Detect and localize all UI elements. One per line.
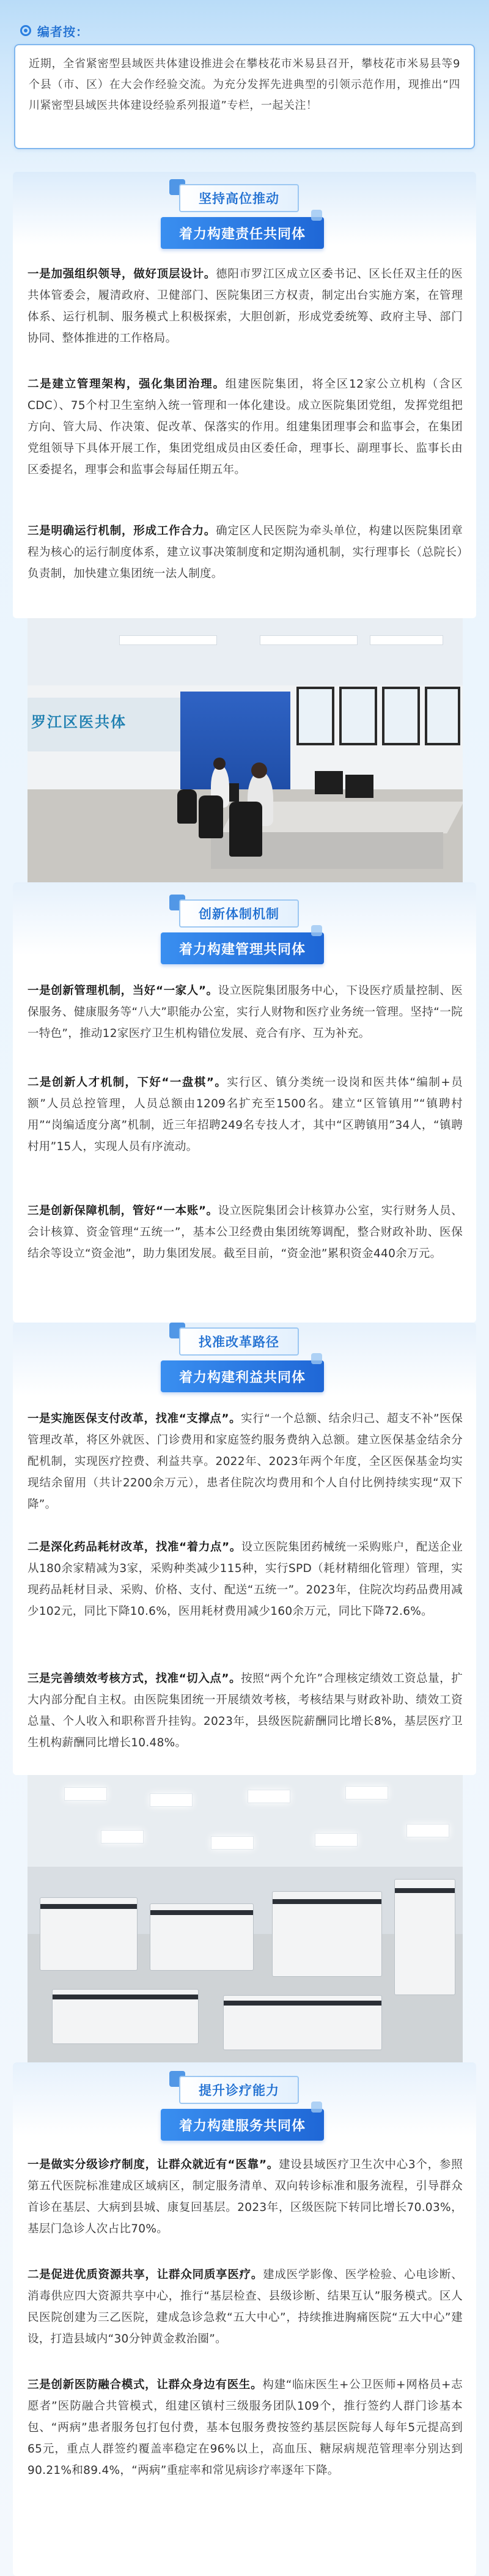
paragraph-body: 设立医院集团会计核算办公室，实行财务人员、会计核算、资金管理“五统一”，基本公卫经费由集团统筹调配，整合财政补助、医保结余等设立“资金池”，助力集团发展。截至目前，“资金池”累积资金440余万元。 xyxy=(28,1205,463,1260)
paragraph-body: 按照“两个允许”合理核定绩效工资总量，扩大内部分配自主权。由医院集团统一开展绩效考核，考核结果与财政补助、绩效工资总量、个人收入和职称晋升挂钩。2023年，县级医院薪酬同比增长8%，基层医疗卫生机构薪酬同比增长10.48%。 xyxy=(28,1672,463,1749)
photo-laboratory xyxy=(28,1775,463,2062)
paragraph xyxy=(28,1408,463,1515)
paragraph-body: 设立医院集团服务中心，下设医疗质量控制、医保服务、健康服务等“八大”职能办公室，实行人财物和医疗业务统一管理。坚持“一院一特色”，推动12家医疗卫生机构错位发展、竞合有序、互为补充。 xyxy=(28,984,463,1040)
section-title-line2: 着力构建服务共同体 xyxy=(161,2109,324,2141)
paragraph-body: 实行区、镇分类统一设岗和医共体“编制+员额”人员总控管理，人员总额由1209名扩充至1500名。建立“区管镇用”“镇聘村用”“岗编适度分离”机制，近三年招聘249名专技人才，其中“区聘镇用”34人，“镇聘村用”15人，实现人员有序流动。 xyxy=(28,1076,463,1153)
paragraph xyxy=(28,2264,463,2350)
photo-sign-text: 罗江区医共体 xyxy=(31,714,127,731)
section-responsibility xyxy=(13,172,476,618)
section-title-ribbon xyxy=(13,1327,476,1398)
editor-note xyxy=(0,0,489,160)
paragraph-lead: 三是明确运行机制，形成工作合力。 xyxy=(28,525,216,537)
paragraph-lead: 三是完善绩效考核方式，找准“切入点”。 xyxy=(28,1672,241,1685)
paragraph-body: 确定区人民医院为牵头单位，构建以医院集团章程为核心的运行制度体系，建立议事决策制度和定期沟通机制，实行理事长（总院长）负责制，加快建立集团统一法人制度。 xyxy=(28,525,463,580)
paragraph-body: 设立医院集团药械统一采购账户，配送企业从180余家精减为3家，采购种类减少115种，实行SPD（耗材精细化管理）管理，实现药品耗材目录、采购、价格、支付、配送“五统一”。2023年，住院次均药品费用减少102元，同比下降10.6%，医用耗材费用减少160余万元，同比下降72.6%。 xyxy=(28,1541,463,1618)
paragraph-lead: 一是做实分级诊疗制度，让群众就近有“医靠”。 xyxy=(28,2158,279,2171)
paragraph-lead: 三是创新保障机制，管好“一本账”。 xyxy=(28,1205,218,1217)
ribbon-accent-icon xyxy=(311,2102,322,2113)
section-service xyxy=(13,2062,476,2576)
section-title-line2: 着力构建责任共同体 xyxy=(161,217,324,249)
photo-command-center xyxy=(28,618,463,882)
section-title-ribbon xyxy=(13,184,476,255)
section-title-ribbon xyxy=(13,2076,476,2147)
paragraph xyxy=(28,374,463,481)
editor-note-header xyxy=(20,20,89,42)
paragraph xyxy=(28,1537,463,1622)
paragraph-body: 实行“一个总额、结余归己、超支不补”医保管理改革，将区外就医、门诊费用和家庭签约服务费纳入总额。建立医保基金结余分配机制，实现医疗控费、利益共享。2022年、2023年两个年度，全区医保基金均实现结余留用（共计2200余万元），患者住院次均费用和个人自付比例持续实现“双下降”。 xyxy=(28,1412,463,1511)
paragraph xyxy=(28,1072,463,1157)
paragraph-lead: 一是实施医保支付改革，找准“支撑点”。 xyxy=(28,1412,241,1425)
section-title-line1: 创新体制机制 xyxy=(179,899,299,928)
section-title-line1: 找准改革路径 xyxy=(179,1327,299,1356)
section-title-ribbon xyxy=(13,899,476,970)
paragraph xyxy=(28,264,463,349)
paragraph-body: 建成医学影像、医学检验、心电诊断、消毒供应四大资源共享中心，推行“基层检查、县级诊断、结果互认”服务模式。区人民医院创建为三乙医院，建成急诊急救“五大中心”，持续推进胸痛医院“五大中心”建设，打造县域内“30分钟黄金救治圈”。 xyxy=(28,2268,463,2345)
photo-sign xyxy=(28,698,186,751)
paragraph xyxy=(28,980,463,1044)
section-title-line2: 着力构建管理共同体 xyxy=(161,932,324,964)
paragraph xyxy=(28,2374,463,2481)
editor-note-box xyxy=(14,44,475,149)
paragraph xyxy=(28,2154,463,2240)
section-title-line1: 坚持高位推动 xyxy=(179,184,299,212)
paragraph-lead: 一是加强组织领导，做好顶层设计。 xyxy=(28,268,216,281)
section-management xyxy=(13,882,476,1323)
paragraph-lead: 二是创新人才机制，下好“一盘棋”。 xyxy=(28,1076,227,1089)
ribbon-accent-icon xyxy=(311,925,322,936)
paragraph-lead: 三是创新医防融合模式，让群众身边有医生。 xyxy=(28,2379,263,2391)
paragraph-lead: 二是深化药品耗材改革，找准“着力点”。 xyxy=(28,1541,241,1554)
editor-note-label: 编者按： xyxy=(37,24,89,39)
section-title-line1: 提升诊疗能力 xyxy=(179,2076,299,2104)
section-interest xyxy=(13,1323,476,1775)
ribbon-accent-icon xyxy=(311,1353,322,1364)
paragraph-lead: 一是创新管理机制，当好“一家人”。 xyxy=(28,984,218,997)
paragraph-body: 构建“临床医生+公卫医师+网格员+志愿者”医防融合共管模式，组建区镇村三级服务团队109个，推行签约人群门诊基本包、“两病”患者服务包打包付费，基本包服务费按签约基层医院每人每年5元提高到65元，重点人群签约覆盖率稳定在96%以上，高血压、糖尿病规范管理率分别达到90.21%和89.4%，“两病”重症率和常见病诊疗率逐年下降。 xyxy=(28,2379,463,2477)
ribbon-accent-icon xyxy=(311,210,322,221)
editor-note-text: 近期，全省紧密型县域医共体建设推进会在攀枝花市米易县召开，攀枝花市米易县等9个县（市、区）在大会作经验交流。为充分发挥先进典型的引领示范作用，现推出“四川紧密型县域医共体建设经验系列报道”专栏，一起关注！ xyxy=(29,57,460,112)
paragraph-body: 建设县域医疗卫生次中心3个，参照第五代医院标准建成区域病区，制定服务清单、双向转诊标准和服务流程，引导群众首诊在基层、大病到县城、康复回基层。2023年，区级医院下转同比增长70.03%，基层门急诊人次占比70%。 xyxy=(28,2158,463,2235)
paragraph xyxy=(28,1668,463,1754)
paragraph-body: 组建医院集团，将全区12家公立机构（含区CDC）、75个村卫生室纳入统一管理和一体化建设。成立医院集团党组，发挥党组把方向、管大局、作决策、促改革、保落实的作用。组建集团理事会和监事会，在集团党组领导下具体开展工作，集团党组成员由区委任命，理事长、副理事长、监事长由区委提名，理事会和监事会每届任期五年。 xyxy=(28,378,463,476)
paragraph-lead: 二是促进优质资源共享，让群众同质享医疗。 xyxy=(28,2268,263,2281)
paragraph xyxy=(28,520,463,585)
paragraph-lead: 二是建立管理架构，强化集团治理。 xyxy=(28,378,226,391)
target-icon xyxy=(20,25,31,36)
paragraph xyxy=(28,1200,463,1264)
section-title-line2: 着力构建利益共同体 xyxy=(161,1360,324,1392)
paragraph-body: 德阳市罗江区成立区委书记、区长任双主任的医共体管委会，履清政府、卫健部门、医院集团三方权责，制定出台实施方案，在管理体系、运行机制、服务模式上积极探索，大胆创新，形成党委统筹、政府主导、部门协同、整体推进的工作格局。 xyxy=(28,268,463,345)
